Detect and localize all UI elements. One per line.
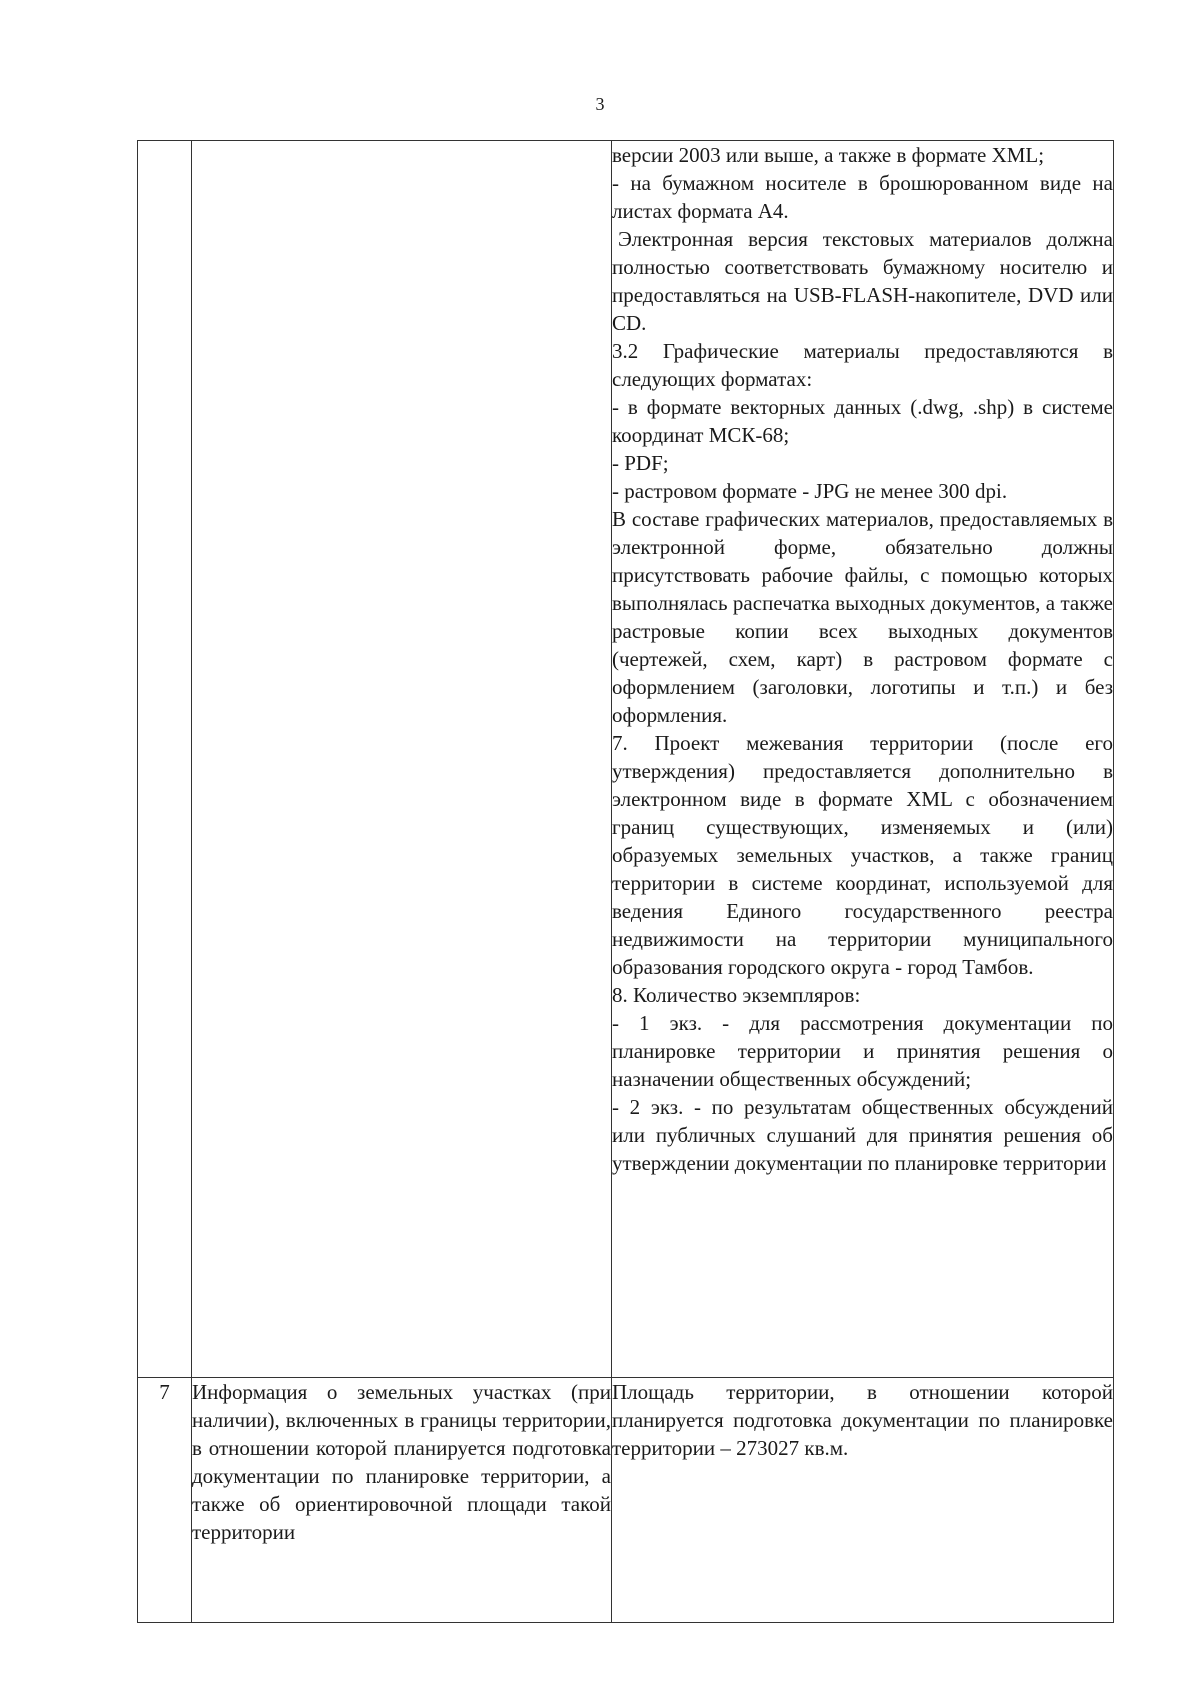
description-paragraph: 7. Проект межевания территории (после его утверждения) предоставляется дополнительно в электронном виде в формате XML с обозначением границ существующих, изменяемых и (или) образуемых земельных участков, а также границ территории в системе координат, используемой для ведения Единого государственного реестра недвижимости на территории муниципального образования городского округа - город Тамбов. (612, 731, 1113, 979)
table-row (138, 1378, 1114, 1623)
description-paragraph: версии 2003 или выше, а также в формате XML; (612, 143, 1045, 167)
row-description-cell: Площадь территории, в отношении которой планируется подготовка документации по планировке территории – 273027 кв.м. (612, 1378, 1114, 1623)
description-paragraph: - в формате векторных данных (.dwg, .shp) в системе координат МСК-68; (612, 395, 1113, 447)
description-paragraph: - 2 экз. - по результатам общественных обсуждений или публичных слушаний для принятия решения об утверждении документации по планировке территории (612, 1095, 1113, 1175)
row-description-cell (612, 141, 1114, 1378)
description-paragraph: - PDF; (612, 451, 669, 475)
description-paragraph: - растровом формате - JPG не менее 300 dpi. (612, 479, 1008, 503)
row-name-cell (192, 141, 612, 1378)
row-number-cell: 7 (138, 1378, 192, 1623)
row-name-cell: Информация о земельных участках (при наличии), включенных в границы территории, в отношении которой планируется подготовка документации по планировке территории, а также об ориентировочной площади такой территории (192, 1378, 612, 1623)
description-paragraph: 8. Количество экземпляров: (612, 983, 861, 1007)
description-paragraph: - 1 экз. - для рассмотрения документации по планировке территории и принятия решения о назначении общественных обсуждений; (612, 1011, 1113, 1091)
page-number: 3 (595, 94, 605, 114)
row-number-cell (138, 141, 192, 1378)
description-paragraph: В составе графических материалов, предоставляемых в электронной форме, обязательно должны присутствовать рабочие файлы, с помощью которых выполнялась распечатка выходных документов, а также растровые копии всех выходных документов (чертежей, схем, карт) в растровом формате с оформлением (заголовки, логотипы и т.п.) и без оформления. (612, 507, 1113, 727)
table-row (138, 141, 1114, 1378)
description-paragraph: 3.2 Графические материалы предоставляются в следующих форматах: (612, 339, 1113, 391)
description-paragraph: - на бумажном носителе в брошюрованном виде на листах формата А4. (612, 171, 1113, 223)
requirements-table (137, 140, 1114, 1623)
description-paragraph: Электронная версия текстовых материалов должна полностью соответствовать бумажному носителю и предоставляться на USB-FLASH-накопителе, DVD или CD. (612, 227, 1113, 335)
